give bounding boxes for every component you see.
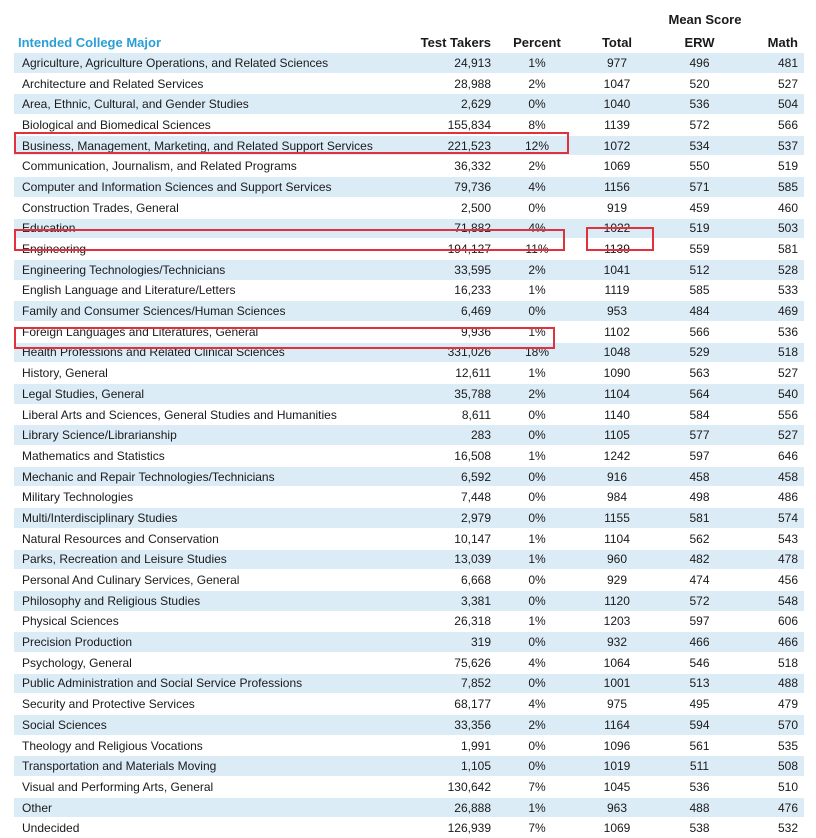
table-row — [14, 694, 804, 715]
cell-math: 476 — [742, 797, 804, 818]
cell-percent: 0% — [497, 404, 577, 425]
cell-percent: 11% — [497, 239, 577, 260]
cell-test-takers: 28,988 — [412, 73, 497, 94]
cell-test-takers: 331,026 — [412, 342, 497, 363]
cell-test-takers: 26,318 — [412, 611, 497, 632]
cell-math: 556 — [742, 404, 804, 425]
cell-test-takers: 26,888 — [412, 797, 497, 818]
cell-erw: 559 — [657, 239, 742, 260]
cell-test-takers: 6,469 — [412, 301, 497, 322]
cell-erw: 512 — [657, 259, 742, 280]
cell-test-takers: 155,834 — [412, 115, 497, 136]
cell-math: 510 — [742, 777, 804, 798]
cell-total: 1164 — [577, 715, 657, 736]
cell-major: Physical Sciences — [14, 611, 412, 632]
cell-math: 532 — [742, 818, 804, 838]
cell-total: 1040 — [577, 94, 657, 115]
cell-total: 1041 — [577, 259, 657, 280]
table-row — [14, 342, 804, 363]
cell-major: Natural Resources and Conservation — [14, 528, 412, 549]
cell-major: Parks, Recreation and Leisure Studies — [14, 549, 412, 570]
cell-major: Engineering — [14, 239, 412, 260]
cell-test-takers: 68,177 — [412, 694, 497, 715]
cell-erw: 581 — [657, 508, 742, 529]
cell-math: 585 — [742, 177, 804, 198]
cell-test-takers: 2,500 — [412, 197, 497, 218]
cell-percent: 4% — [497, 177, 577, 198]
cell-major: Architecture and Related Services — [14, 73, 412, 94]
cell-math: 537 — [742, 135, 804, 156]
table-row — [14, 818, 804, 838]
cell-math: 508 — [742, 756, 804, 777]
cell-percent: 0% — [497, 673, 577, 694]
cell-percent: 1% — [497, 611, 577, 632]
cell-test-takers: 71,882 — [412, 218, 497, 239]
cell-major: Liberal Arts and Sciences, General Studies and Humanities — [14, 404, 412, 425]
cell-total: 919 — [577, 197, 657, 218]
cell-total: 1069 — [577, 156, 657, 177]
cell-math: 458 — [742, 466, 804, 487]
cell-total: 1072 — [577, 135, 657, 156]
table-row — [14, 404, 804, 425]
table-row — [14, 177, 804, 198]
cell-erw: 520 — [657, 73, 742, 94]
cell-total: 1203 — [577, 611, 657, 632]
cell-math: 469 — [742, 301, 804, 322]
cell-math: 481 — [742, 53, 804, 74]
cell-total: 1001 — [577, 673, 657, 694]
cell-erw: 597 — [657, 446, 742, 467]
header-erw: ERW — [657, 33, 742, 53]
cell-percent: 1% — [497, 280, 577, 301]
cell-percent: 2% — [497, 259, 577, 280]
cell-test-takers: 79,736 — [412, 177, 497, 198]
cell-test-takers: 13,039 — [412, 549, 497, 570]
cell-major: Computer and Information Sciences and Support Services — [14, 177, 412, 198]
cell-major: Education — [14, 218, 412, 239]
cell-total: 929 — [577, 570, 657, 591]
cell-math: 540 — [742, 384, 804, 405]
cell-major: Library Science/Librarianship — [14, 425, 412, 446]
cell-major: Family and Consumer Sciences/Human Sciences — [14, 301, 412, 322]
cell-major: Mechanic and Repair Technologies/Technicians — [14, 466, 412, 487]
cell-percent: 0% — [497, 94, 577, 115]
cell-percent: 7% — [497, 777, 577, 798]
cell-math: 518 — [742, 652, 804, 673]
cell-math: 479 — [742, 694, 804, 715]
cell-percent: 0% — [497, 590, 577, 611]
cell-test-takers: 35,788 — [412, 384, 497, 405]
cell-erw: 546 — [657, 652, 742, 673]
table-row — [14, 218, 804, 239]
table-row — [14, 570, 804, 591]
cell-percent: 0% — [497, 735, 577, 756]
cell-math: 570 — [742, 715, 804, 736]
table-row — [14, 384, 804, 405]
cell-total: 1120 — [577, 590, 657, 611]
cell-percent: 0% — [497, 301, 577, 322]
cell-major: Agriculture, Agriculture Operations, and Related Sciences — [14, 53, 412, 74]
cell-erw: 488 — [657, 797, 742, 818]
cell-test-takers: 12,611 — [412, 363, 497, 384]
cell-percent: 18% — [497, 342, 577, 363]
cell-math: 527 — [742, 425, 804, 446]
cell-erw: 529 — [657, 342, 742, 363]
cell-erw: 536 — [657, 94, 742, 115]
cell-erw: 538 — [657, 818, 742, 838]
major-score-table — [14, 33, 804, 838]
cell-erw: 597 — [657, 611, 742, 632]
table-row — [14, 73, 804, 94]
table-row — [14, 363, 804, 384]
header-math: Math — [742, 33, 804, 53]
cell-math: 535 — [742, 735, 804, 756]
cell-math: 503 — [742, 218, 804, 239]
cell-total: 1019 — [577, 756, 657, 777]
cell-test-takers: 6,592 — [412, 466, 497, 487]
table-row — [14, 756, 804, 777]
cell-erw: 585 — [657, 280, 742, 301]
cell-major: Multi/Interdisciplinary Studies — [14, 508, 412, 529]
cell-total: 1242 — [577, 446, 657, 467]
cell-major: Foreign Languages and Literatures, General — [14, 321, 412, 342]
cell-test-takers: 16,233 — [412, 280, 497, 301]
table-row — [14, 135, 804, 156]
cell-test-takers: 7,448 — [412, 487, 497, 508]
cell-percent: 2% — [497, 384, 577, 405]
cell-test-takers: 1,991 — [412, 735, 497, 756]
cell-percent: 4% — [497, 652, 577, 673]
cell-erw: 536 — [657, 777, 742, 798]
cell-erw: 458 — [657, 466, 742, 487]
cell-erw: 511 — [657, 756, 742, 777]
cell-erw: 534 — [657, 135, 742, 156]
table-row — [14, 797, 804, 818]
mean-score-heading: Mean Score — [650, 12, 760, 27]
cell-erw: 572 — [657, 115, 742, 136]
cell-major: Military Technologies — [14, 487, 412, 508]
cell-test-takers: 6,668 — [412, 570, 497, 591]
cell-erw: 459 — [657, 197, 742, 218]
cell-test-takers: 9,936 — [412, 321, 497, 342]
cell-major: Business, Management, Marketing, and Related Support Services — [14, 135, 412, 156]
cell-erw: 466 — [657, 632, 742, 653]
table-row — [14, 425, 804, 446]
cell-math: 488 — [742, 673, 804, 694]
cell-test-takers: 33,595 — [412, 259, 497, 280]
cell-total: 1045 — [577, 777, 657, 798]
header-percent: Percent — [497, 33, 577, 53]
cell-total: 1105 — [577, 425, 657, 446]
cell-test-takers: 130,642 — [412, 777, 497, 798]
cell-major: Philosophy and Religious Studies — [14, 590, 412, 611]
header-total: Total — [577, 33, 657, 53]
cell-test-takers: 221,523 — [412, 135, 497, 156]
cell-percent: 1% — [497, 321, 577, 342]
cell-erw: 519 — [657, 218, 742, 239]
cell-percent: 0% — [497, 487, 577, 508]
cell-major: Biological and Biomedical Sciences — [14, 115, 412, 136]
cell-math: 519 — [742, 156, 804, 177]
cell-math: 504 — [742, 94, 804, 115]
cell-total: 1104 — [577, 528, 657, 549]
cell-percent: 0% — [497, 756, 577, 777]
cell-erw: 572 — [657, 590, 742, 611]
cell-total: 1104 — [577, 384, 657, 405]
cell-test-takers: 24,913 — [412, 53, 497, 74]
cell-erw: 495 — [657, 694, 742, 715]
cell-math: 460 — [742, 197, 804, 218]
table-row — [14, 487, 804, 508]
table-row — [14, 652, 804, 673]
cell-math: 581 — [742, 239, 804, 260]
cell-percent: 2% — [497, 156, 577, 177]
table-row — [14, 673, 804, 694]
cell-erw: 484 — [657, 301, 742, 322]
table-row — [14, 549, 804, 570]
cell-major: Security and Protective Services — [14, 694, 412, 715]
cell-erw: 561 — [657, 735, 742, 756]
cell-math: 646 — [742, 446, 804, 467]
cell-percent: 0% — [497, 508, 577, 529]
cell-test-takers: 8,611 — [412, 404, 497, 425]
cell-test-takers: 126,939 — [412, 818, 497, 838]
cell-major: Legal Studies, General — [14, 384, 412, 405]
cell-percent: 1% — [497, 797, 577, 818]
cell-erw: 564 — [657, 384, 742, 405]
table-row — [14, 156, 804, 177]
cell-test-takers: 1,105 — [412, 756, 497, 777]
cell-major: Communication, Journalism, and Related Programs — [14, 156, 412, 177]
cell-percent: 1% — [497, 549, 577, 570]
cell-erw: 496 — [657, 53, 742, 74]
cell-major: Transportation and Materials Moving — [14, 756, 412, 777]
cell-math: 566 — [742, 115, 804, 136]
cell-test-takers: 3,381 — [412, 590, 497, 611]
table-row — [14, 115, 804, 136]
cell-major: Health Professions and Related Clinical Sciences — [14, 342, 412, 363]
cell-total: 984 — [577, 487, 657, 508]
cell-total: 1022 — [577, 218, 657, 239]
cell-erw: 482 — [657, 549, 742, 570]
cell-total: 1156 — [577, 177, 657, 198]
cell-percent: 1% — [497, 53, 577, 74]
table-row — [14, 528, 804, 549]
cell-total: 1102 — [577, 321, 657, 342]
cell-erw: 474 — [657, 570, 742, 591]
cell-total: 1064 — [577, 652, 657, 673]
cell-major: Mathematics and Statistics — [14, 446, 412, 467]
cell-percent: 4% — [497, 218, 577, 239]
cell-erw: 584 — [657, 404, 742, 425]
cell-major: Social Sciences — [14, 715, 412, 736]
cell-total: 1096 — [577, 735, 657, 756]
cell-test-takers: 2,629 — [412, 94, 497, 115]
cell-test-takers: 283 — [412, 425, 497, 446]
cell-test-takers: 10,147 — [412, 528, 497, 549]
cell-major: Public Administration and Social Service Professions — [14, 673, 412, 694]
cell-major: Theology and Religious Vocations — [14, 735, 412, 756]
cell-erw: 498 — [657, 487, 742, 508]
cell-percent: 1% — [497, 363, 577, 384]
cell-total: 1069 — [577, 818, 657, 838]
cell-percent: 1% — [497, 446, 577, 467]
cell-test-takers: 33,356 — [412, 715, 497, 736]
header-major: Intended College Major — [14, 33, 412, 53]
cell-math: 478 — [742, 549, 804, 570]
cell-math: 543 — [742, 528, 804, 549]
table-body — [14, 53, 804, 838]
cell-erw: 513 — [657, 673, 742, 694]
cell-percent: 2% — [497, 715, 577, 736]
cell-total: 1139 — [577, 115, 657, 136]
cell-total: 977 — [577, 53, 657, 74]
cell-total: 1155 — [577, 508, 657, 529]
table-row — [14, 446, 804, 467]
cell-erw: 566 — [657, 321, 742, 342]
cell-percent: 1% — [497, 528, 577, 549]
cell-erw: 577 — [657, 425, 742, 446]
cell-major: Precision Production — [14, 632, 412, 653]
cell-major: History, General — [14, 363, 412, 384]
cell-total: 1119 — [577, 280, 657, 301]
table-header-row — [14, 33, 804, 53]
cell-total: 1047 — [577, 73, 657, 94]
cell-total: 963 — [577, 797, 657, 818]
table-row — [14, 53, 804, 74]
cell-total: 960 — [577, 549, 657, 570]
header-test-takers: Test Takers — [412, 33, 497, 53]
cell-math: 574 — [742, 508, 804, 529]
cell-test-takers: 16,508 — [412, 446, 497, 467]
table-row — [14, 259, 804, 280]
cell-erw: 571 — [657, 177, 742, 198]
table-row — [14, 280, 804, 301]
cell-test-takers: 36,332 — [412, 156, 497, 177]
cell-total: 1140 — [577, 404, 657, 425]
cell-math: 527 — [742, 363, 804, 384]
cell-total: 916 — [577, 466, 657, 487]
cell-total: 975 — [577, 694, 657, 715]
cell-major: Construction Trades, General — [14, 197, 412, 218]
cell-percent: 8% — [497, 115, 577, 136]
table-row — [14, 466, 804, 487]
cell-percent: 0% — [497, 466, 577, 487]
table-row — [14, 715, 804, 736]
cell-total: 1090 — [577, 363, 657, 384]
cell-percent: 12% — [497, 135, 577, 156]
cell-math: 548 — [742, 590, 804, 611]
cell-math: 606 — [742, 611, 804, 632]
table-row — [14, 94, 804, 115]
cell-major: Other — [14, 797, 412, 818]
cell-erw: 563 — [657, 363, 742, 384]
table-row — [14, 508, 804, 529]
cell-total: 932 — [577, 632, 657, 653]
cell-erw: 550 — [657, 156, 742, 177]
cell-math: 456 — [742, 570, 804, 591]
cell-erw: 594 — [657, 715, 742, 736]
cell-percent: 2% — [497, 73, 577, 94]
cell-test-takers: 194,127 — [412, 239, 497, 260]
cell-percent: 4% — [497, 694, 577, 715]
cell-total: 1139 — [577, 239, 657, 260]
cell-math: 527 — [742, 73, 804, 94]
cell-test-takers: 2,979 — [412, 508, 497, 529]
cell-major: Engineering Technologies/Technicians — [14, 259, 412, 280]
table-row — [14, 321, 804, 342]
cell-math: 486 — [742, 487, 804, 508]
cell-percent: 0% — [497, 425, 577, 446]
cell-total: 1048 — [577, 342, 657, 363]
cell-math: 518 — [742, 342, 804, 363]
cell-major: Area, Ethnic, Cultural, and Gender Studies — [14, 94, 412, 115]
table-row — [14, 590, 804, 611]
cell-percent: 7% — [497, 818, 577, 838]
cell-test-takers: 75,626 — [412, 652, 497, 673]
cell-major: Psychology, General — [14, 652, 412, 673]
cell-major: English Language and Literature/Letters — [14, 280, 412, 301]
cell-major: Undecided — [14, 818, 412, 838]
table-row — [14, 611, 804, 632]
table-row — [14, 735, 804, 756]
cell-percent: 0% — [497, 632, 577, 653]
cell-erw: 562 — [657, 528, 742, 549]
cell-math: 533 — [742, 280, 804, 301]
cell-test-takers: 7,852 — [412, 673, 497, 694]
cell-percent: 0% — [497, 570, 577, 591]
table-row — [14, 239, 804, 260]
cell-math: 466 — [742, 632, 804, 653]
cell-total: 953 — [577, 301, 657, 322]
table-row — [14, 301, 804, 322]
cell-percent: 0% — [497, 197, 577, 218]
cell-major: Visual and Performing Arts, General — [14, 777, 412, 798]
cell-math: 536 — [742, 321, 804, 342]
cell-test-takers: 319 — [412, 632, 497, 653]
cell-math: 528 — [742, 259, 804, 280]
table-row — [14, 197, 804, 218]
cell-major: Personal And Culinary Services, General — [14, 570, 412, 591]
table-row — [14, 777, 804, 798]
table-row — [14, 632, 804, 653]
